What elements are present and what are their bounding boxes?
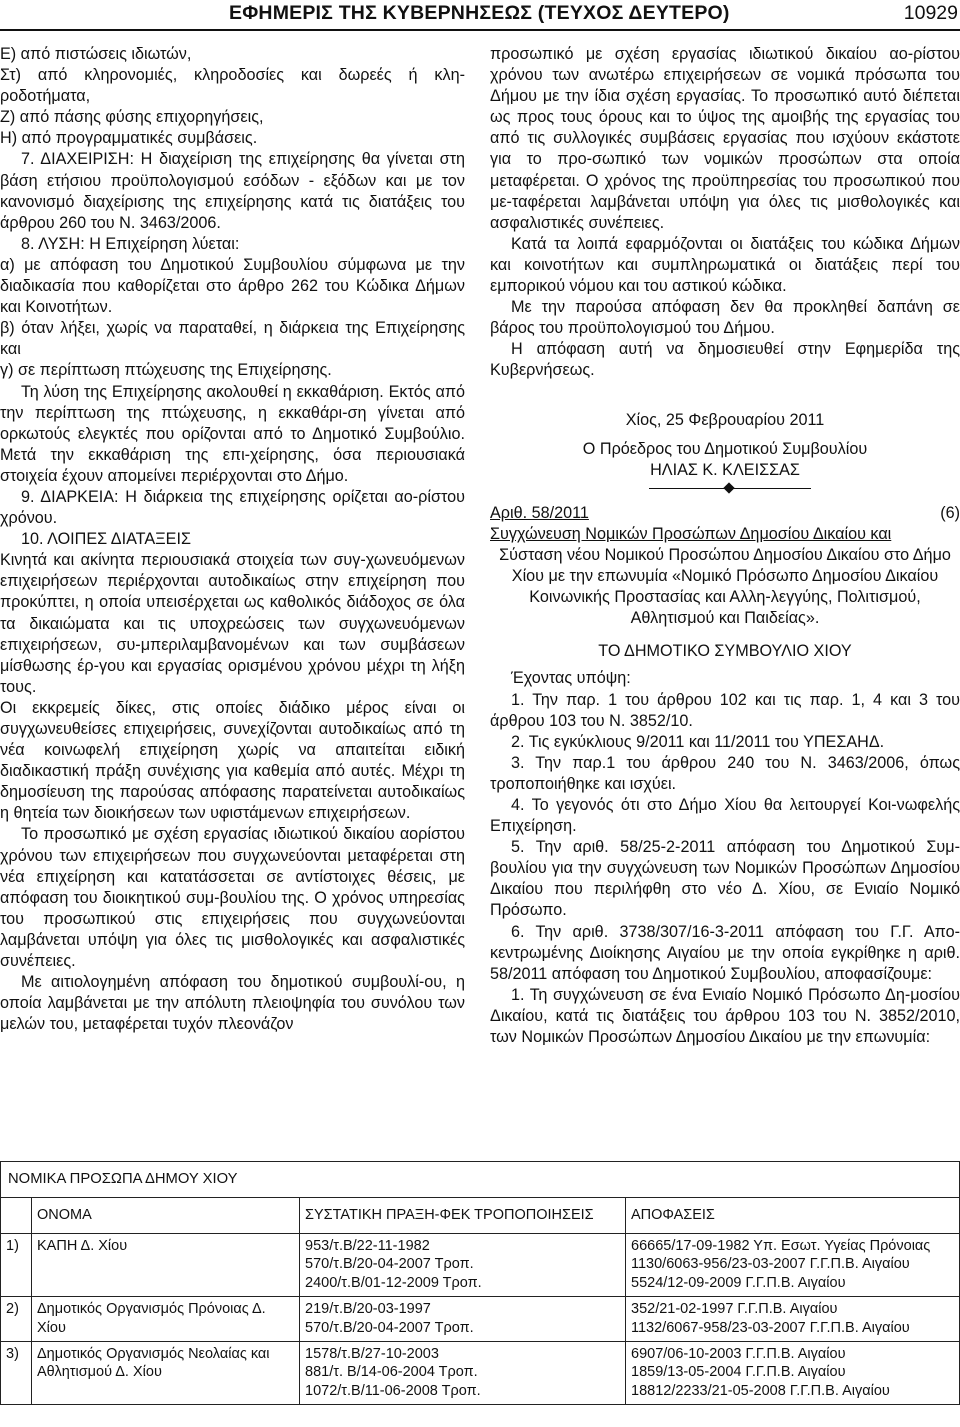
paragraph: 9. ΔΙΑΡΚΕΙΑ: Η διάρκεια της επιχείρησης ορίζεται αο-ρίστου χρόνου. bbox=[0, 487, 465, 528]
gazette-title: ΕΦΗΜΕΡΙΣ ΤΗΣ ΚΥΒΕΡΝΗΣΕΩΣ (ΤΕΥΧΟΣ ΔΕΥΤΕΡΟ) bbox=[229, 2, 730, 24]
paragraph: Το προσωπικό με σχέση εργασίας ιδιωτικού δικαίου αορίστου χρόνου των επιχειρήσεων που συγχωνεύονται μεταφέρεται στη νέα επιχείρηση και κατατάσσεται σε αντίστοιχες θέσεις, με απόφαση του διοικητικού συμ-βουλίου της. Ο χρόνος υπηρεσίας του προσωπικού στις επιχειρήσεις που συγχωνεύονται λαμβάνεται υπόψη για όλες τις μισθολογικές και ασφαλιστικές συνέπειες. bbox=[0, 825, 465, 971]
paragraph: 10. ΛΟΙΠΕΣ ΔΙΑΤΑΞΕΙΣ bbox=[21, 530, 191, 549]
list-item: 6. Την αριθ. 3738/307/16-3-2011 απόφαση του Γ.Γ. Απο-κεντρωμένης Διοίκησης Αιγαίου με την οποία εγκρίθηκε η αριθ. 58/2011 απόφαση του Δημοτικού Συμβουλίου, αποφασίζουμε: bbox=[490, 922, 960, 983]
fek-entry: 2400/τ.Β/01-12-2009 Τροπ. bbox=[305, 1275, 482, 1292]
council-heading: ΤΟ ΔΗΜΟΤΙΚΟ ΣΥΜΒΟΥΛΙΟ ΧΙΟΥ bbox=[598, 642, 852, 661]
signature-place-date: Χίος, 25 Φεβρουαρίου 2011 bbox=[625, 410, 825, 429]
row-name: ΚΑΠΗ Δ. Χίου bbox=[32, 1233, 300, 1296]
section-divider bbox=[649, 483, 811, 495]
list-item: 1. Τη συγχώνευση σε ένα Ενιαίο Νομικό Πρόσωπο Δη-μοσίου Δικαίου, κατά τις διατάξεις του άρθρου 103 του Ν. 3852/2010, των Νομικών Προσώπων Δημοσίου Δικαίου με την επωνυμία: bbox=[490, 985, 960, 1047]
row-name: Δημοτικός Οργανισμός Πρόνοιας Δ. Χίου bbox=[32, 1296, 300, 1341]
decision-number-row bbox=[490, 503, 960, 524]
paragraph: β) όταν λήξει, χωρίς να παραταθεί, η διάρκεια της Επιχείρησης και bbox=[0, 319, 465, 359]
decision-entry: 5524/12-09-2009 Γ.Γ.Π.Β. Αιγαίου bbox=[631, 1275, 846, 1292]
list-item: 4. Το γεγονός ότι στο Δήμο Χίου θα λειτουργεί Κοι-νωφελής Επιχείρηση. bbox=[490, 796, 960, 836]
page-header bbox=[0, 0, 960, 30]
fek-entry: 219/τ.Β/20-03-1997 bbox=[305, 1300, 431, 1317]
table-row bbox=[1, 1233, 960, 1296]
list-item: 3. Την παρ.1 του άρθρου 240 του Ν. 3463/2006, όπως τροποποιήθηκε και ισχύει. bbox=[490, 753, 960, 793]
paragraph: Με αιτιολογημένη απόφαση του δημοτικού συμβουλί-ου, η οποία λαμβάνεται με την απόλυτη πλειοψηφία του συνόλου των μελών του, μεταφέρεται τυχόν πλεονάζον bbox=[0, 973, 465, 1034]
decision-entry: 1130/6063-956/23-03-2007 Γ.Γ.Π.Β. Αιγαίου bbox=[631, 1256, 910, 1273]
list-item: 1. Την παρ. 1 του άρθρου 102 και τις παρ. 1, 4 και 3 του άρθρου 103 του Ν. 3852/10. bbox=[490, 690, 960, 730]
paragraph: Ε) από πιστώσεις ιδιωτών, bbox=[0, 45, 192, 63]
signature-name: ΗΛΙΑΣ Κ. ΚΛΕΙΣΣΑΣ bbox=[650, 460, 800, 479]
paragraph: προσωπικό με σχέση εργασίας ιδιωτικού δικαίου αο-ρίστου χρόνου των ανωτέρω επιχειρήσεων σε νομικά πρόσωπα του Δήμου με την ίδια σχέση εργασίας. Το προσωπικό αυτό διέπεται ως προς τους όρους και το ύψος της αμοιβής της εργασίας του από τις συλλογικές συμβάσεις εργασίας που ισχύουν εκάστοτε για το προ-σωπικό των νομικών προσώπων στα οποία μεταφέρεται. Ο χρόνος της προϋπηρεσίας του προσωπικού που με-ταφέρεται λαμβάνεται υπόψη για όλες τις μισθολογικές και ασφαλιστικές συνέπειες. bbox=[490, 45, 960, 232]
table-header-row bbox=[1, 1197, 960, 1233]
fek-entry: 953/τ.Β/22-11-1982 bbox=[305, 1237, 430, 1254]
header-cell-num bbox=[1, 1197, 32, 1233]
paragraph: Κατά τα λοιπά εφαρμόζονται οι διατάξεις του κώδικα Δήμων και κοινοτήτων και συμπληρωματικά οι διατάξεις περί του εμπορικού νόμου και του αστικού κώδικα. bbox=[490, 234, 960, 296]
paragraph: 7. ΔΙΑΧΕΙΡΙΣΗ: Η διαχείριση της επιχείρησης θα γίνεται στη βάση ετήσιου προϋπολογισμού εσόδων - εξόδων και με τον κανονισμό διαχείρισης της επιχείρησης κατά τις διατάξεις του άρθρου 260 του Ν. 3463/2006. bbox=[0, 150, 465, 232]
decision-entry: 66665/17-09-1982 Υπ. Εσωτ. Υγείας Πρόνοιας bbox=[631, 1237, 931, 1254]
table-title: ΝΟΜΙΚΑ ΠΡΟΣΩΠΑ ΔΗΜΟΥ ΧΙΟΥ bbox=[1, 1162, 960, 1198]
row-number: 3) bbox=[1, 1341, 32, 1404]
row-fek bbox=[300, 1341, 626, 1404]
decision-entry: 352/21-02-1997 Γ.Γ.Π.Β. Αιγαίου bbox=[631, 1300, 838, 1317]
row-name: Δημοτικός Οργανισμός Νεολαίας και Αθλητισμού Δ. Χίου bbox=[32, 1341, 300, 1404]
paragraph: Η) από προγραμματικές συμβάσεις. bbox=[0, 129, 258, 148]
decision-entry: 1132/6067-958/23-03-2007 Γ.Γ.Π.Β. Αιγαίου bbox=[631, 1319, 910, 1336]
row-fek bbox=[300, 1233, 626, 1296]
paragraph: γ) σε περίπτωση πτώχευσης της Επιχείρησης. bbox=[0, 361, 332, 380]
row-decisions bbox=[626, 1296, 960, 1341]
decision-number: Αριθ. 58/2011 bbox=[490, 503, 589, 522]
list-item: 2. Τις εγκύκλιους 9/2011 και 11/2011 του ΥΠΕΣΑΗΔ. bbox=[511, 732, 885, 751]
signature-role: Ο Πρόεδρος του Δημοτικού Συμβουλίου bbox=[582, 439, 868, 458]
paragraph: Κινητά και ακίνητα περιουσιακά στοιχεία των συγ-χωνευόμενων επιχειρήσεων περιέρχονται αυτοδικαίως στην επιχείρηση που προκύπτει, η οποία υπεισέρχεται ως καθολικός διάδοχος σε όλα τα δικαιώματα και τις υποχρεώσεις των συγχωνευόμενων επιχειρήσεων, συ-μπεριλαμβανομένων και των συμβάσεων μίσθωσης έρ-γου και εργασίας ορισμένου χρόνου μέχρι τη λήξη τους. bbox=[0, 551, 465, 696]
paragraph: Η απόφαση αυτή να δημοσιευθεί στην Εφημερίδα της Κυβερνήσεως. bbox=[490, 340, 960, 380]
paragraph: Στ) από κληρονομιές, κληροδοσίες και δωρεές ή κλη-ροδοτήματα, bbox=[0, 66, 465, 106]
decision-entry: 18812/2233/21-05-2008 Γ.Γ.Π.Β. Αιγαίου bbox=[631, 1383, 890, 1400]
table-row bbox=[1, 1341, 960, 1404]
fek-entry: 570/τ.Β/20-04-2007 Τροπ. bbox=[305, 1319, 474, 1336]
right-column bbox=[490, 44, 960, 1048]
decision-entry: 6907/06-10-2003 Γ.Γ.Π.Β. Αιγαίου bbox=[631, 1345, 846, 1362]
decision-title: Συγχώνευση Νομικών Προσώπων Δημοσίου Δικαίου και bbox=[490, 524, 892, 543]
paragraph: Οι εκκρεμείς δίκες, στις οποίες διάδικο μέρος είναι οι συγχωνευθείσες επιχειρήσεις, συνεχίζονται αυτοδικαίως από τη νέα κοινωφελή επιχείρηση χωρίς να απαιτείται ειδική διαδικαστική πράξη συνέχισης για καθεμία από αυτές. Μέχρι τη δημοσίευση της παρούσας απόφασης παρατείνεται αυτοδικαίως η θητεία των διοικήσεων των υφιστάμενων επιχειρήσεων. bbox=[0, 698, 465, 823]
fek-entry: 881/τ. Β/14-06-2004 Τροπ. bbox=[305, 1364, 478, 1381]
paragraph: α) με απόφαση του Δημοτικού Συμβουλίου σύμφωνα με την διαδικασία που καθορίζεται στο άρθρο 262 του Κώδικα Δήμων και Κοινοτήτων. bbox=[0, 255, 465, 317]
fek-entry: 1072/τ.Β/11-06-2008 Τροπ. bbox=[305, 1383, 481, 1400]
decision-sequence: (6) bbox=[940, 503, 960, 522]
row-decisions bbox=[626, 1341, 960, 1404]
paragraph: Ζ) από πάσης φύσης επιχορηγήσεις, bbox=[0, 108, 264, 127]
paragraph: Τη λύση της Επιχείρησης ακολουθεί η εκκαθάριση. Εκτός από την περίπτωση της πτώχευσης, η εκκαθάρι-ση γίνεται από ορκωτούς ελεγκτές που ορίζονται από το Δημοτικό Συμβούλιο. Μετά την εκκαθάριση της επι-χείρησης, όσα περιουσιακά στοιχεία έχουν απομείνει περιέρχονται στο Δήμο. bbox=[0, 382, 465, 485]
header-cell-decisions: ΑΠΟΦΑΣΕΙΣ bbox=[626, 1197, 960, 1233]
table-row bbox=[1, 1296, 960, 1341]
decision-title-rest: Σύσταση νέου Νομικού Προσώπου Δημοσίου Δικαίου στο Δήμο Χίου με την επωνυμία «Νομικό Πρόσωπο Δημοσίου Δικαίου Κοινωνικής Προστασίας και Αλλη-λεγγύης, Πολιτισμού, Αθλητισμού και Παιδείας». bbox=[499, 545, 951, 628]
row-fek bbox=[300, 1296, 626, 1341]
row-decisions bbox=[626, 1233, 960, 1296]
left-column bbox=[0, 44, 465, 1035]
row-number: 2) bbox=[1, 1296, 32, 1341]
decision-entry: 1859/13-05-2004 Γ.Γ.Π.Β. Αιγαίου bbox=[631, 1364, 846, 1381]
paragraph: 8. ΛΥΣΗ: Η Επιχείρηση λύεται: bbox=[21, 234, 240, 253]
row-number: 1) bbox=[1, 1233, 32, 1296]
header-cell-name: ΟΝΟΜΑ bbox=[32, 1197, 300, 1233]
list-item: 5. Την αριθ. 58/25-2-2011 απόφαση του Δημοτικού Συμ-βουλίου για την συγχώνευση των Νομικών Προσώπων Δημοσίου Δικαίου που περιλήφθη στο νέο Δ. Χίου, σε Ενιαίο Νομικό Πρόσωπο. bbox=[490, 838, 960, 920]
paragraph: Με την παρούσα απόφαση δεν θα προκληθεί δαπάνη σε βάρος του προϋπολογισμού του Δήμου. bbox=[490, 298, 960, 338]
fek-entry: 570/τ.Β/20-04-2007 Τροπ. bbox=[305, 1256, 474, 1273]
header-rule bbox=[0, 29, 960, 31]
considering-label: Έχοντας υπόψη: bbox=[511, 669, 631, 688]
legal-entities-table bbox=[0, 1161, 960, 1405]
header-cell-fek: ΣΥΣΤΑΤΙΚΗ ΠΡΑΞΗ-ΦΕΚ ΤΡΟΠΟΠΟΙΗΣΕΙΣ bbox=[300, 1197, 626, 1233]
fek-entry: 1578/τ.Β/27-10-2003 bbox=[305, 1345, 439, 1362]
page-number: 10929 bbox=[903, 2, 958, 24]
